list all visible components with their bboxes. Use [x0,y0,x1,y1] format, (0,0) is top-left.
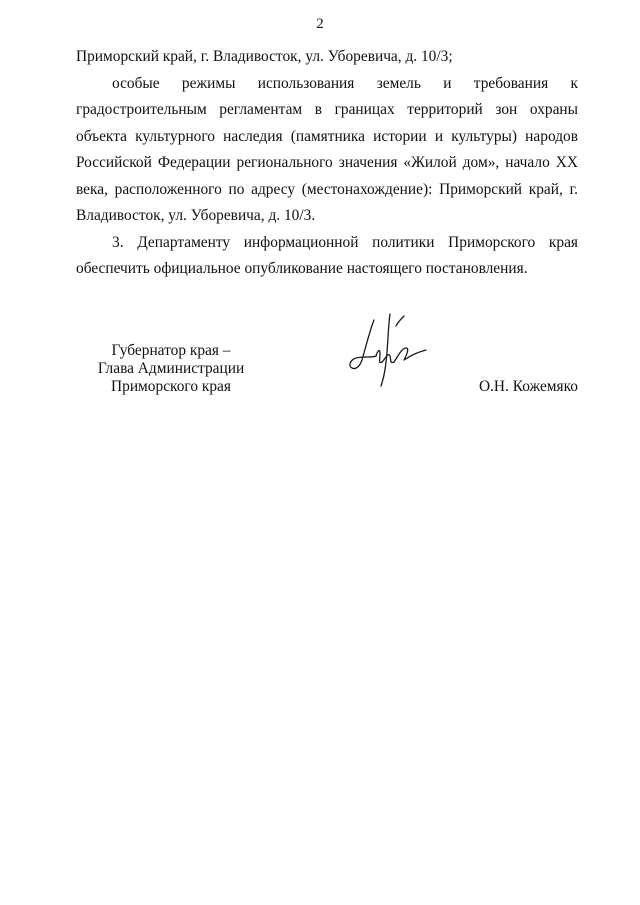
signature-stroke [381,314,390,386]
page-number: 2 [316,16,324,32]
signature-stroke [376,350,394,362]
signature-stroke [396,316,404,326]
signer-title-line: Губернатор края – [111,342,231,359]
signature-block [76,342,578,402]
signature-stroke [394,348,426,362]
special-regimes-paragraph: особые режимы использования земель и требования к градостроительным регламентам в границах территорий зон охраны объекта культурного наследия (памятника истории и культуры) народов Российской Федерации регионального значения «Жилой дом», начало XX века, расположенного по адресу (местонахождение): Приморский край, г. Владивосток, ул. Уборевича, д. 10/3. [76,74,578,224]
signer-title-line: Приморского края [111,378,231,395]
signer-title [76,342,266,396]
document-body [76,44,578,283]
signature-stroke [350,320,376,369]
publication-order-paragraph: 3. Департаменту информационной политики Приморского края обеспечить официальное опубликование настоящего постановления. [76,233,578,277]
handwritten-signature [344,312,434,392]
signer-name: О.Н. Кожемяко [478,378,578,395]
signer-title-line: Глава Администрации [97,360,245,377]
address-continuation-paragraph: Приморский край, г. Владивосток, ул. Уборевича, д. 10/3; [76,48,453,65]
